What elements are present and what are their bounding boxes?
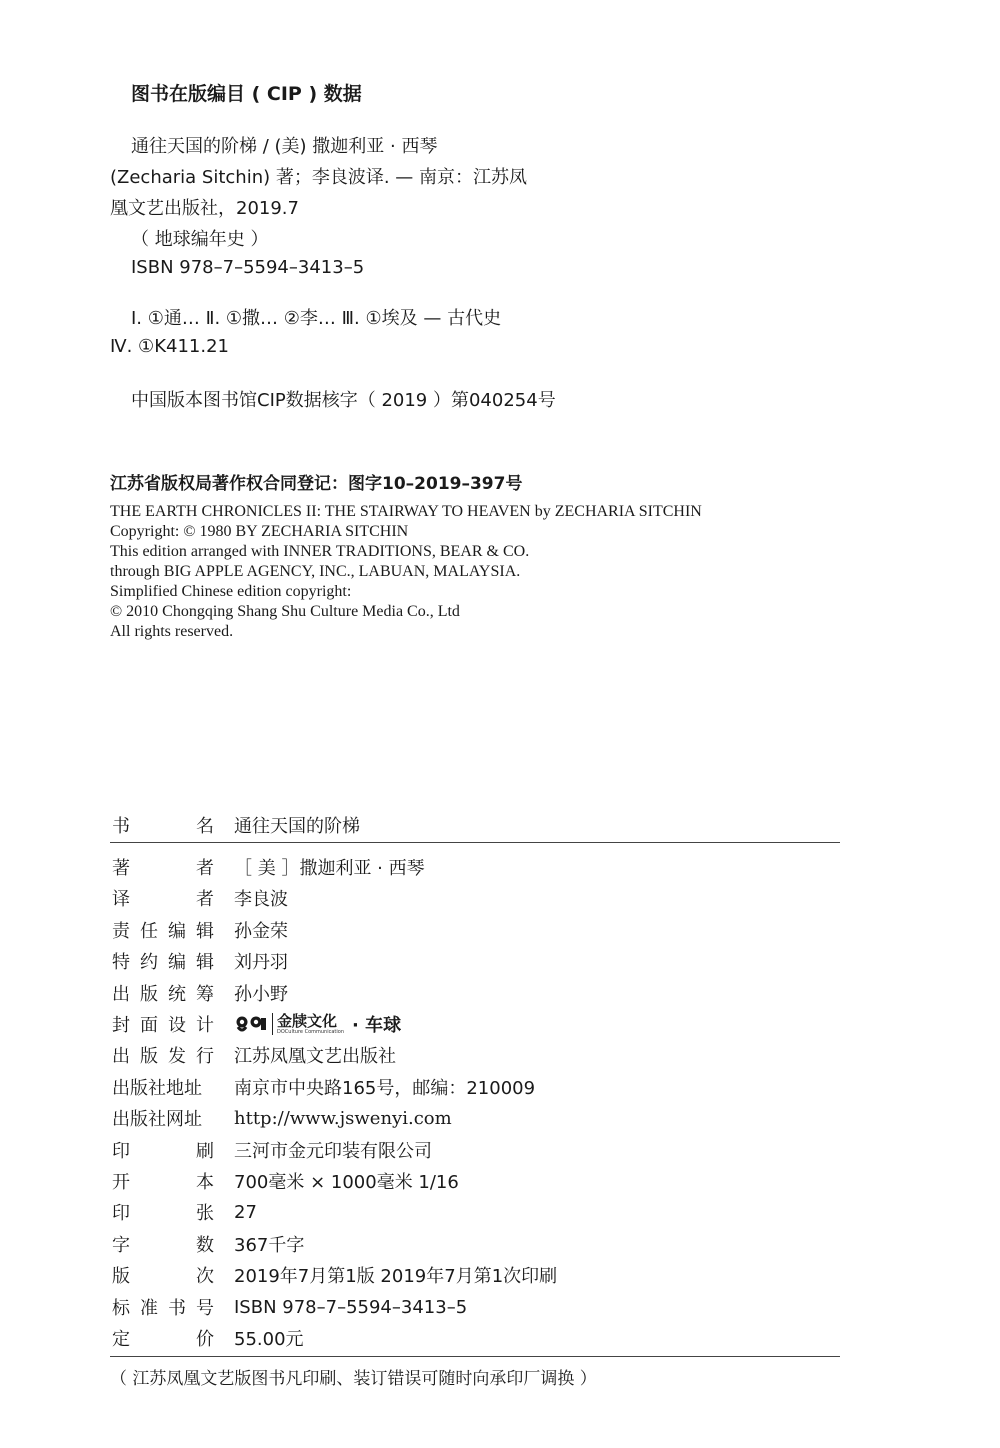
pub-label: 特 约 编 辑 — [112, 952, 214, 973]
pub-row-sheets — [112, 1197, 840, 1227]
pub-label: 封 面 设 计 — [112, 1015, 214, 1036]
pub-row-word-count — [112, 1229, 840, 1259]
pub-row-cover-design — [112, 1009, 840, 1039]
cip-subject-line: Ⅰ. ①通… Ⅱ. ①撒… ②李… Ⅲ. ①埃及 — 古代史 — [131, 308, 502, 329]
pub-row-translator — [112, 883, 840, 913]
pub-label: 译 者 — [112, 889, 214, 910]
pub-row-distribution — [112, 1040, 840, 1070]
pub-value: 27 — [234, 1201, 257, 1223]
cip-record-number-line: 中国版本图书馆CIP数据核字（ 2019 ）第040254号 — [131, 390, 556, 411]
pub-value: 江苏凤凰文艺出版社 — [234, 1046, 396, 1067]
cip-series-line: （ 地球编年史 ） — [131, 229, 269, 250]
pub-value: 三河市金元印装有限公司 — [234, 1141, 432, 1162]
english-arrangement-line: This edition arranged with INNER TRADITIONS, BEAR & CO. — [110, 543, 530, 560]
english-copyright-line: Copyright: © 1980 BY ZECHARIA SITCHIN — [110, 523, 409, 540]
english-agency-line: through BIG APPLE AGENCY, INC., LABUAN, MALAYSIA. — [110, 563, 521, 580]
designer-name: · 车球 — [352, 1015, 402, 1036]
cip-title: 图书在版编目 ( CIP ) 数据 — [131, 83, 362, 105]
pub-label: 出版社地址 — [112, 1078, 202, 1099]
pub-label: 书 名 — [112, 816, 214, 837]
cip-classification-line: Ⅳ. ①K411.21 — [110, 336, 229, 357]
english-rights-line: All rights reserved. — [110, 623, 234, 640]
pub-label: 标 准 书 号 — [112, 1298, 214, 1319]
pub-row-printer — [112, 1135, 840, 1165]
pub-value: 55.00元 — [234, 1329, 304, 1350]
pub-label: 版 次 — [112, 1266, 214, 1287]
pub-value: ［ 美 ］撒迦利亚 · 西琴 — [234, 858, 425, 879]
pub-row-coordinator — [112, 978, 840, 1008]
copyright-registration: 江苏省版权局著作权合同登记：图字10–2019–397号 — [110, 474, 523, 494]
pub-row-format — [112, 1166, 840, 1196]
cip-isbn-line: ISBN 978–7–5594–3413–5 — [131, 257, 365, 278]
pub-label: 定 价 — [112, 1329, 214, 1350]
pub-row-website — [112, 1103, 840, 1133]
pub-row-price — [112, 1323, 840, 1353]
pub-label: 责 任 编 辑 — [112, 921, 214, 942]
top-rule — [110, 842, 840, 843]
pub-label: 开 本 — [112, 1172, 214, 1193]
pub-value: 通往天国的阶梯 — [234, 816, 360, 837]
jindu-culture-logo-icon — [234, 1015, 268, 1033]
pub-label: 字 数 — [112, 1235, 214, 1256]
pub-label: 出 版 发 行 — [112, 1046, 214, 1067]
pub-label: 印 刷 — [112, 1141, 214, 1162]
pub-row-isbn — [112, 1292, 840, 1322]
footer-notice: （ 江苏凤凰文艺版图书凡印刷、装订错误可随时向承印厂调换 ） — [110, 1369, 597, 1389]
cip-author-line: (Zecharia Sitchin) 著；李良波译. — 南京：江苏凤 — [110, 167, 528, 188]
pub-row-editor — [112, 915, 840, 945]
pub-value — [234, 1011, 840, 1037]
cip-book-title-line: 通往天国的阶梯 / (美) 撒迦利亚 · 西琴 — [131, 136, 438, 157]
pub-label: 出版社网址 — [112, 1109, 202, 1130]
pub-label: 印 张 — [112, 1203, 214, 1224]
pub-value: ISBN 978–7–5594–3413–5 — [234, 1296, 468, 1318]
pub-label: 著 者 — [112, 858, 214, 879]
pub-row-title — [112, 810, 840, 840]
pub-value: 李良波 — [234, 889, 288, 910]
pub-label: 出 版 统 筹 — [112, 984, 214, 1005]
pub-value: 367千字 — [234, 1235, 305, 1256]
english-title-line: THE EARTH CHRONICLES II: THE STAIRWAY TO HEAVEN by ZECHARIA SITCHIN — [110, 503, 702, 520]
pub-value: 孙小野 — [234, 984, 288, 1005]
cip-publisher-line: 凰文艺出版社，2019.7 — [110, 198, 299, 219]
pub-value: 700毫米 × 1000毫米 1/16 — [234, 1172, 459, 1193]
pub-row-special-editor — [112, 946, 840, 976]
english-chongqing-line: © 2010 Chongqing Shang Shu Culture Media Co., Ltd — [110, 603, 460, 620]
jindu-culture-logo: 金牍文化 DOCulture Communication — [272, 1013, 344, 1035]
publisher-website-link[interactable]: http://www.jswenyi.com — [234, 1107, 452, 1129]
pub-value: 南京市中央路165号，邮编：210009 — [234, 1078, 536, 1099]
bottom-rule — [110, 1356, 840, 1357]
pub-row-address — [112, 1072, 840, 1102]
english-simplified-line: Simplified Chinese edition copyright: — [110, 583, 352, 600]
pub-row-author — [112, 852, 840, 882]
pub-value: 刘丹羽 — [234, 952, 288, 973]
pub-value: 孙金荣 — [234, 921, 288, 942]
pub-value: 2019年7月第1版 2019年7月第1次印刷 — [234, 1266, 558, 1287]
pub-row-edition — [112, 1260, 840, 1290]
